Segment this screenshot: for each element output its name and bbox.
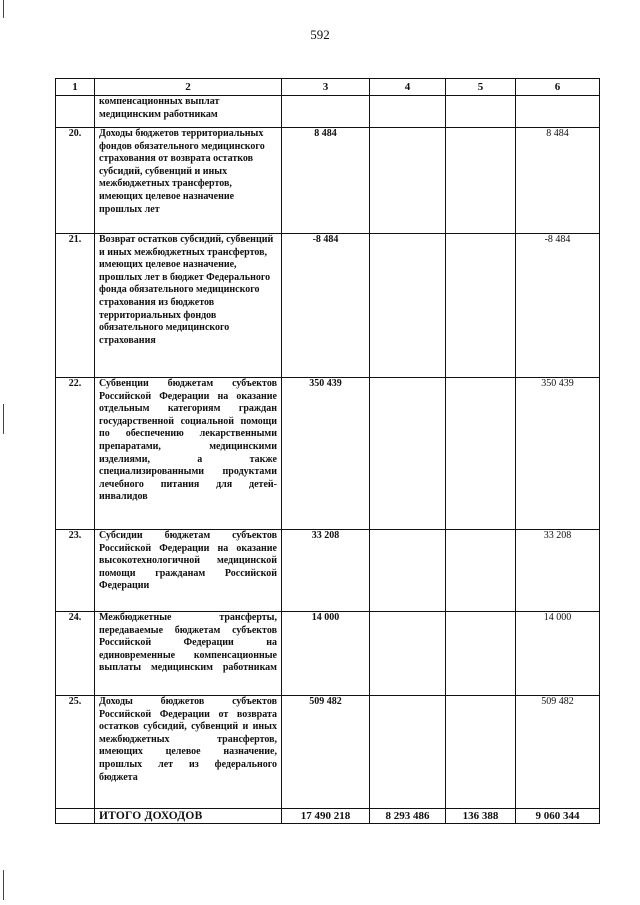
total-col3: 17 490 218 bbox=[282, 809, 370, 824]
table-row bbox=[56, 696, 600, 809]
cell-col6: 350 439 bbox=[516, 378, 600, 530]
row-number: 24. bbox=[56, 612, 95, 696]
row-description: Субсидии бюджетам субъектов Российской Федерации на оказание высокотехнологичной медицинской помощи гражданам Российской Федерации bbox=[95, 530, 282, 612]
row-description: Доходы бюджетов субъектов Российской Федерации от возврата остатков субсидий, субвенций и иных межбюджетных трансфертов, имеющих целевое назначение, прошлых лет из федерального бюджета bbox=[95, 696, 282, 809]
table-row bbox=[56, 128, 600, 234]
cell-col6: 509 482 bbox=[516, 696, 600, 809]
row-number: 20. bbox=[56, 128, 95, 234]
row-number: 21. bbox=[56, 234, 95, 378]
table-row bbox=[56, 378, 600, 530]
cell-col4 bbox=[370, 96, 446, 128]
cell-col3: 8 484 bbox=[282, 128, 370, 234]
cell-col4 bbox=[370, 530, 446, 612]
cell-col6: 14 000 bbox=[516, 612, 600, 696]
row-description: компенсационных выплат медицинским работникам bbox=[95, 96, 282, 128]
cell-col4 bbox=[370, 378, 446, 530]
cell-col5 bbox=[446, 612, 516, 696]
cell-col6: 33 208 bbox=[516, 530, 600, 612]
column-header: 2 bbox=[95, 79, 282, 96]
total-col5: 136 388 bbox=[446, 809, 516, 824]
cell-col5 bbox=[446, 234, 516, 378]
cell-col3: 350 439 bbox=[282, 378, 370, 530]
cell-col4 bbox=[370, 128, 446, 234]
cell-col4 bbox=[370, 612, 446, 696]
total-label: ИТОГО ДОХОДОВ bbox=[95, 809, 282, 824]
budget-revenue-table bbox=[55, 78, 600, 824]
cell-col3: -8 484 bbox=[282, 234, 370, 378]
table-row bbox=[56, 612, 600, 696]
cell-col6: -8 484 bbox=[516, 234, 600, 378]
cell-col3: 509 482 bbox=[282, 696, 370, 809]
row-number: 22. bbox=[56, 378, 95, 530]
margin-mark-bottom bbox=[3, 870, 4, 900]
row-description: Возврат остатков субсидий, субвенций и иных межбюджетных трансфертов, имеющих целевое назначение, прошлых лет в бюджет Федерального фонда обязательного медицинского страхования из бюджетов территориальных фондов обязательного медицинского страхования bbox=[95, 234, 282, 378]
column-header: 1 bbox=[56, 79, 95, 96]
total-col6: 9 060 344 bbox=[516, 809, 600, 824]
margin-mark-top bbox=[3, 0, 4, 18]
cell-col5 bbox=[446, 128, 516, 234]
cell-col3: 14 000 bbox=[282, 612, 370, 696]
row-description: Доходы бюджетов территориальных фондов обязательного медицинского страхования от возврата остатков субсидий, субвенций и иных межбюджетных трансфертов, имеющих целевое назначение прошлых лет bbox=[95, 128, 282, 234]
row-number: 23. bbox=[56, 530, 95, 612]
cell-col4 bbox=[370, 696, 446, 809]
table-row bbox=[56, 96, 600, 128]
table-header-row bbox=[56, 79, 600, 96]
column-header: 3 bbox=[282, 79, 370, 96]
total-row bbox=[56, 809, 600, 824]
table-row bbox=[56, 234, 600, 378]
cell-col5 bbox=[446, 530, 516, 612]
row-number bbox=[56, 96, 95, 128]
column-header: 5 bbox=[446, 79, 516, 96]
cell-col5 bbox=[446, 696, 516, 809]
row-description: Межбюджетные трансферты, передаваемые бюджетам субъектов Российской Федерации на единовременные компенсационные выплаты медицинским работникам bbox=[95, 612, 282, 696]
row-description: Субвенции бюджетам субъектов Российской Федерации на оказание отдельным категориям граждан государственной социальной помощи по обеспечению лекарственными препаратами, медицинскими изделиями, а также специализированными продуктами лечебного питания для детей-инвалидов bbox=[95, 378, 282, 530]
table-row bbox=[56, 530, 600, 612]
margin-mark-middle bbox=[3, 404, 4, 434]
page-number: 592 bbox=[310, 27, 330, 42]
cell-col6 bbox=[516, 96, 600, 128]
cell-col4 bbox=[370, 234, 446, 378]
cell-col5 bbox=[446, 378, 516, 530]
cell-col5 bbox=[446, 96, 516, 128]
row-number: 25. bbox=[56, 696, 95, 809]
cell-col3: 33 208 bbox=[282, 530, 370, 612]
column-header: 6 bbox=[516, 79, 600, 96]
total-number-cell bbox=[56, 809, 95, 824]
cell-col3 bbox=[282, 96, 370, 128]
total-col4: 8 293 486 bbox=[370, 809, 446, 824]
column-header: 4 bbox=[370, 79, 446, 96]
cell-col6: 8 484 bbox=[516, 128, 600, 234]
